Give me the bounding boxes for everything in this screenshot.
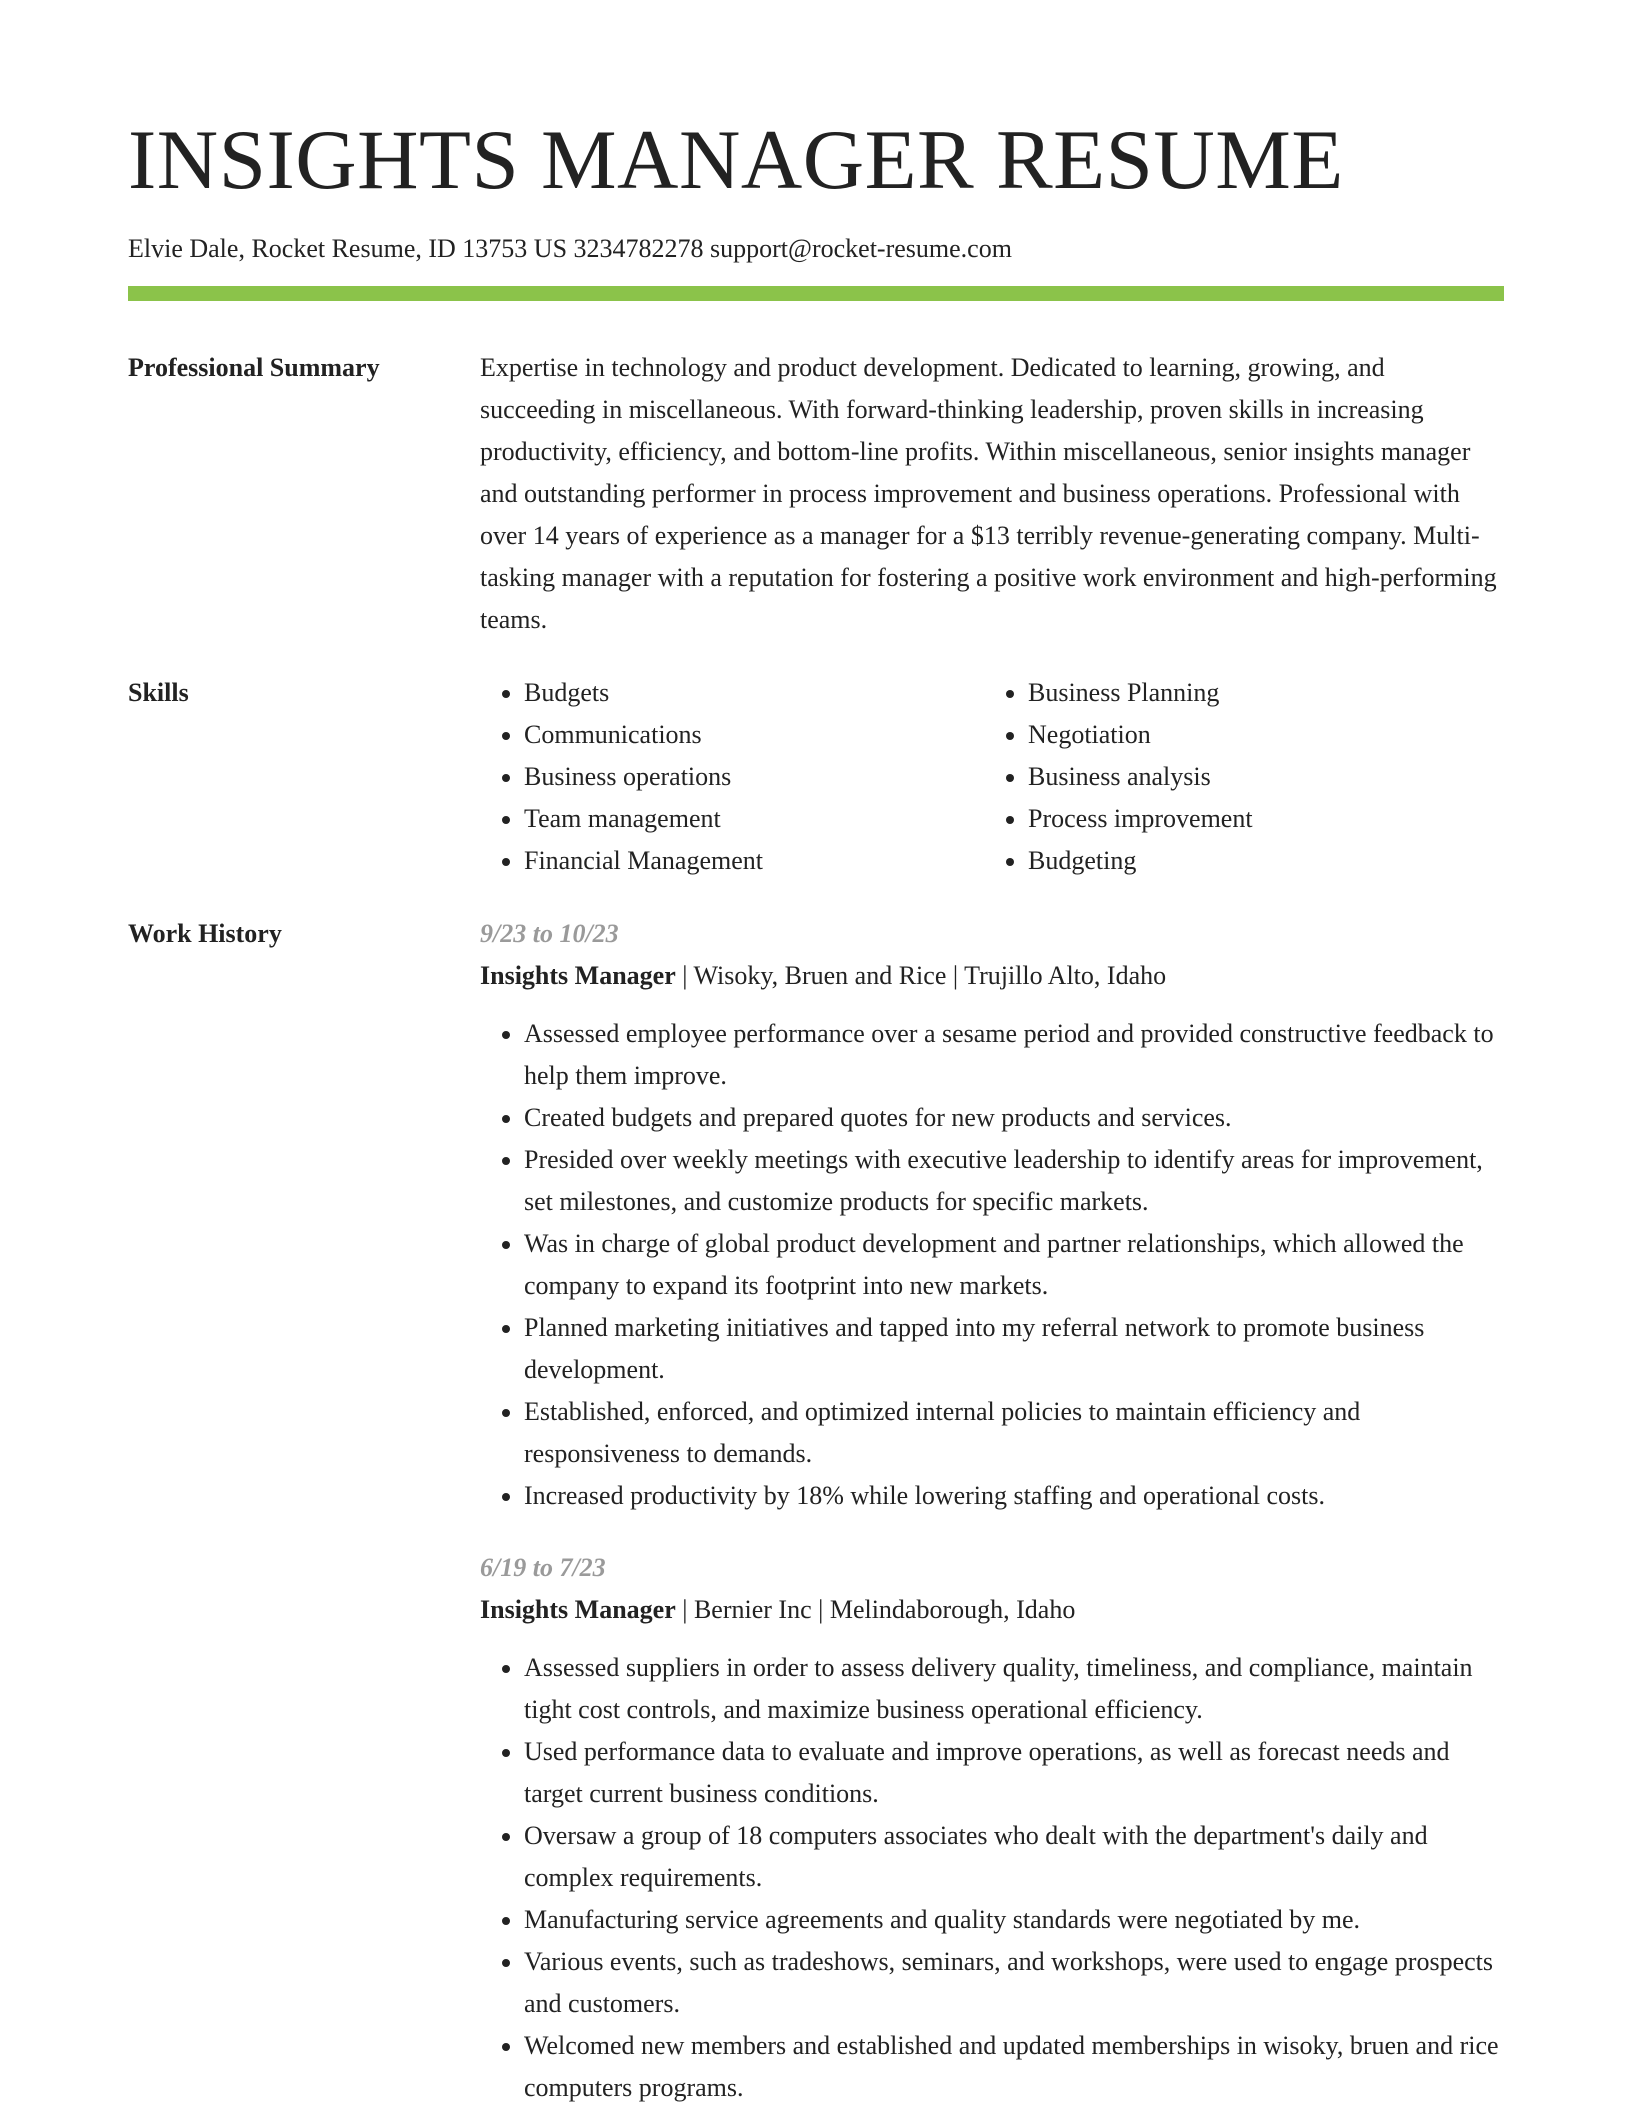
accent-divider [128, 286, 1504, 301]
job-bullet: • Oversaw a group of 18 computers associates who dealt with the department's daily and complex requirements. [524, 1815, 1504, 1899]
job-bullets [480, 1013, 1504, 1517]
job-bullet: • Assessed employee performance over a sesame period and provided constructive feedback to help them improve. [524, 1013, 1504, 1097]
summary-label: Professional Summary [128, 353, 380, 382]
job-bullets [480, 1647, 1504, 2109]
job-bullet: • Planned marketing initiatives and tapped into my referral network to promote business development. [524, 1307, 1504, 1391]
skills-list-right [984, 672, 1488, 882]
job-details: | Bernier Inc | Melindaborough, Idaho [675, 1595, 1076, 1624]
job-heading [480, 955, 1504, 997]
job-title: Insights Manager [480, 1595, 676, 1624]
job-entry [480, 913, 1504, 1517]
skill-item: • Negotiation [1028, 714, 1488, 756]
job-bullet: • Manufacturing service agreements and quality standards were negotiated by me. [524, 1899, 1504, 1941]
job-entry [480, 1547, 1504, 2109]
skill-item: • Business operations [524, 756, 984, 798]
job-bullet: • Created budgets and prepared quotes for new products and services. [524, 1097, 1504, 1139]
job-bullet: • Established, enforced, and optimized internal policies to maintain efficiency and responsiveness to demands. [524, 1391, 1504, 1475]
summary-body [480, 347, 1504, 641]
job-title: Insights Manager [480, 961, 676, 990]
skills-list-left [480, 672, 984, 882]
skill-item: • Communications [524, 714, 984, 756]
skill-item: • Budgets [524, 672, 984, 714]
job-details: | Wisoky, Bruen and Rice | Trujillo Alto, Idaho [675, 961, 1167, 990]
summary-text: Expertise in technology and product development. Dedicated to learning, growing, and succeeding in miscellaneous. With forward-thinking leadership, proven skills in increasing productivity, efficiency, and bottom-line profits. Within miscellaneous, senior insights manager and outstanding performer in process improvement and business operations. Professional with over 14 years of experience as a manager for a $13 terribly revenue-generating company. Multi-tasking manager with a reputation for fostering a positive work environment and high-performing teams. [480, 353, 1497, 634]
skill-item: • Budgeting [1028, 840, 1488, 882]
skill-item: • Team management [524, 798, 984, 840]
job-bullet: • Used performance data to evaluate and improve operations, as well as forecast needs and target current business conditions. [524, 1731, 1504, 1815]
job-heading [480, 1589, 1504, 1631]
skill-item: • Business Planning [1028, 672, 1488, 714]
work-history-body [480, 913, 1504, 2109]
job-bullet: • Welcomed new members and established and updated memberships in wisoky, bruen and rice computers programs. [524, 2025, 1504, 2109]
job-bullet: • Was in charge of global product development and partner relationships, which allowed the company to expand its footprint into new markets. [524, 1223, 1504, 1307]
skills-label: Skills [128, 678, 189, 707]
job-bullet: • Assessed suppliers in order to assess delivery quality, timeliness, and compliance, maintain tight cost controls, and maximize business operational efficiency. [524, 1647, 1504, 1731]
job-dates: 6/19 to 7/23 [480, 1553, 606, 1582]
job-dates: 9/23 to 10/23 [480, 919, 619, 948]
skill-item: • Business analysis [1028, 756, 1488, 798]
skills-body [480, 672, 1504, 882]
skill-item: • Financial Management [524, 840, 984, 882]
contact-line: Elvie Dale, Rocket Resume, ID 13753 US 3234782278 support@rocket-resume.com [128, 234, 1012, 263]
resume-title: INSIGHTS MANAGER RESUME [128, 113, 1344, 207]
skill-item: • Process improvement [1028, 798, 1488, 840]
job-bullet: • Various events, such as tradeshows, seminars, and workshops, were used to engage prospects and customers. [524, 1941, 1504, 2025]
job-bullet: • Increased productivity by 18% while lowering staffing and operational costs. [524, 1475, 1504, 1517]
job-bullet: • Presided over weekly meetings with executive leadership to identify areas for improvement, set milestones, and customize products for specific markets. [524, 1139, 1504, 1223]
work-history-label: Work History [128, 919, 282, 948]
